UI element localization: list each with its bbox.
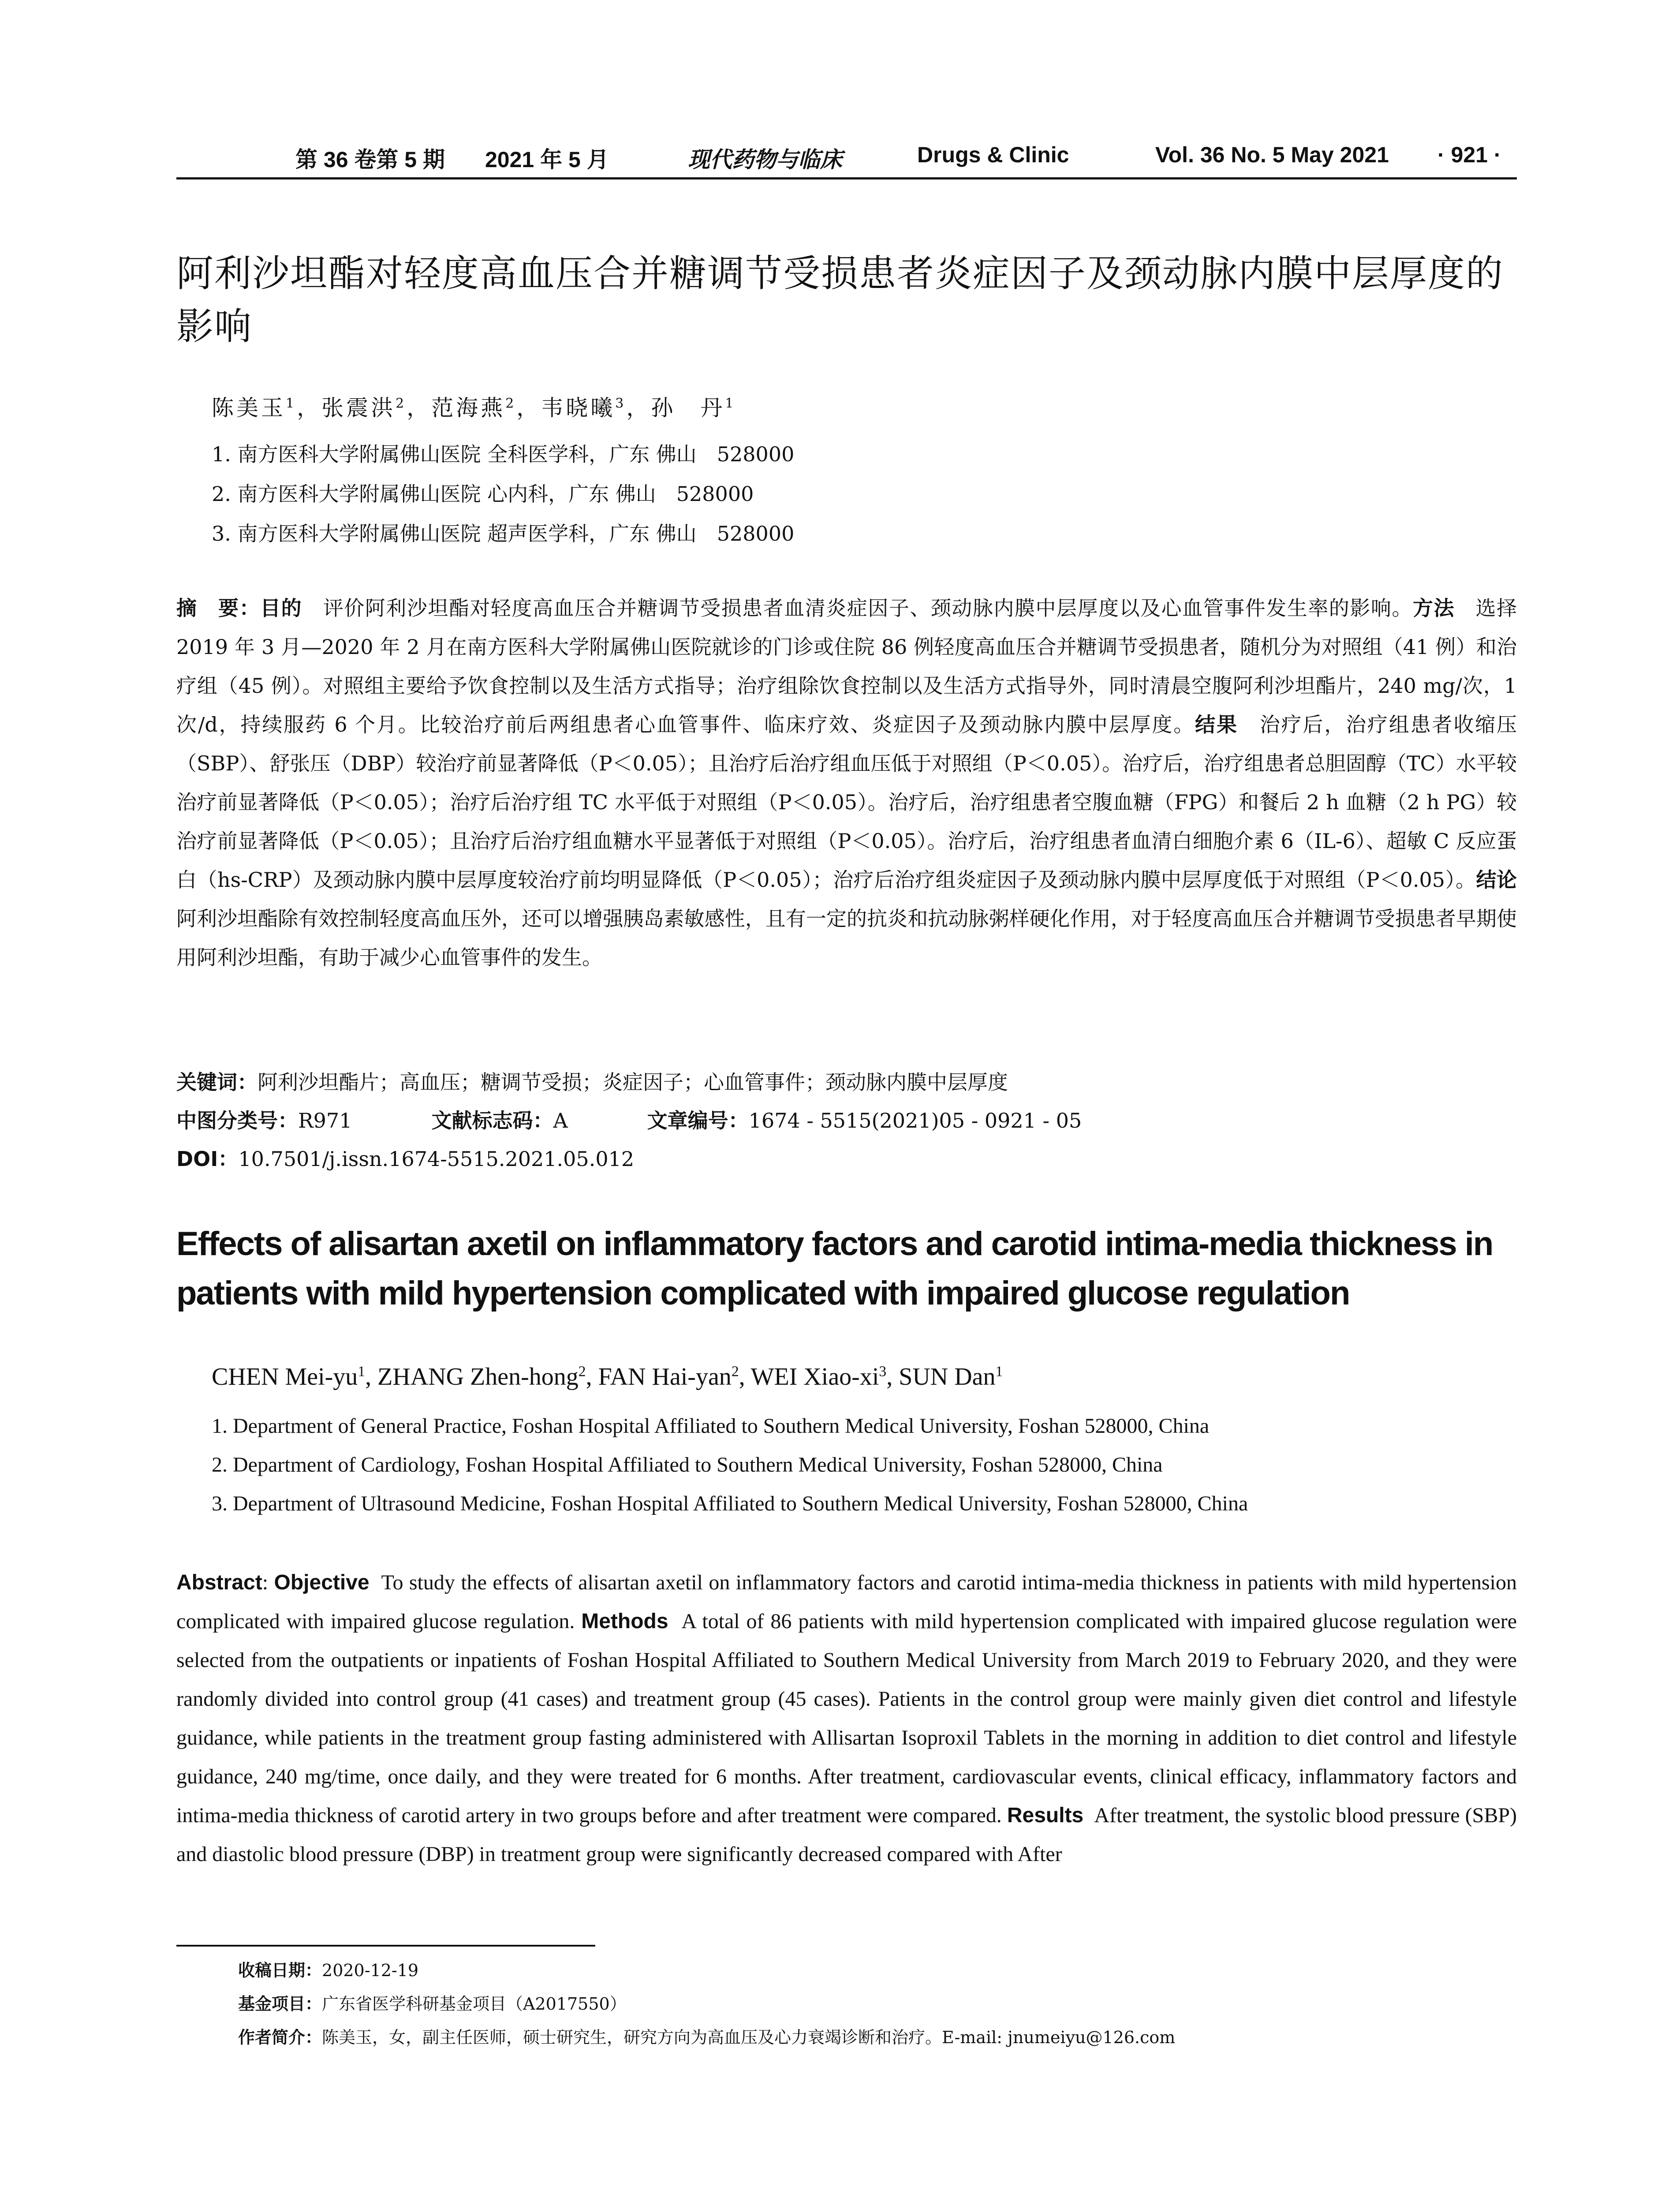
doi-value: 10.7501/j.issn.1674-5515.2021.05.012 <box>238 1147 635 1171</box>
abstract-cn <box>176 589 1517 977</box>
methods-en: A total of 86 patients with mild hypertension complicated with impaired glucose regulation were selected from the outpatients or inpatients of Foshan Hospital Affiliated to Southern Medical University from March 2019 to February 2020, and they were randomly divided into control group (41 cases) and treatment group (45 cases). Patients in the control group were mainly given diet control and lifestyle guidance, while patients in the treatment group fasting administered with Allisartan Isoproxil Tablets in the morning in addition to diet control and lifestyle guidance, 240 mg/time, once daily, and they were treated for 6 months. After treatment, cardiovascular events, clinical efficacy, inflammatory factors and intima-media thickness of carotid artery in two groups before and after treatment were compared. <box>176 1610 1517 1827</box>
abstract-cn-label: 摘 要： <box>176 596 261 620</box>
footnote-rule <box>176 1945 595 1947</box>
author-cn: 孙 丹$^1$ <box>651 395 736 421</box>
affiliations-cn <box>212 434 794 553</box>
affiliation-cn: 1. 南方医科大学附属佛山医院 全科医学科，广东 佛山 528000 <box>212 442 795 466</box>
author-en: CHEN Mei-$yu^1$ <box>212 1363 366 1390</box>
results-en-label: Results <box>1007 1804 1084 1827</box>
footnotes <box>238 1954 1175 2054</box>
affiliation-en: 2. Department of Cardiology, Foshan Hospital Affiliated to Southern Medical University, Foshan 528000, China <box>212 1453 1163 1476</box>
keywords-cn-label: 关键词： <box>176 1070 258 1094</box>
header-page-number: · 921 · <box>1437 142 1501 167</box>
author-en: WEI Xiao-$xi^3$ <box>750 1363 887 1390</box>
objective-en: To study the effects of alisartan axetil on inflammatory factors and carotid intima-media thickness in patients with mild hypertension complicated with impaired glucose regulation. <box>176 1571 1517 1633</box>
author-en: SUN Dan$^1$ <box>899 1363 1003 1390</box>
author-cn: 韦晓曦$^3$ <box>541 395 627 421</box>
affiliation-cn: 3. 南方医科大学附属佛山医院 超声医学科，广东 佛山 528000 <box>212 522 795 546</box>
keywords-cn-value: 阿利沙坦酯片；高血压；糖调节受损；炎症因子；心血管事件；颈动脉内膜中层厚度 <box>258 1070 1008 1094</box>
running-header <box>176 142 1517 177</box>
results-cn: 治疗后，治疗组患者收缩压（SBP）、舒张压（DBP）较治疗前显著降低（P＜0.05）；且治疗后治疗组血压低于对照组（P＜0.05）。治疗后，治疗组患者总胆固醇（TC）水平较治疗前显著降低（P＜0.05）；治疗后治疗组 TC 水平低于对照组（P＜0.05）。治疗后，治疗组患者空腹血糖（FPG）和餐后 2 h 血糖（2 h PG）较治疗前显著降低（P＜0.05）；且治疗后治疗组血糖水平显著低于对照组（P＜0.05）。治疗后，治疗组患者血清白细胞介素 6（IL-6）、超敏 C 反应蛋白（hs-CRP）及颈动脉内膜中层厚度较治疗前均明显降低（P＜0.05）；治疗后治疗组炎症因子及颈动脉内膜中层厚度低于对照组（P＜0.05）。 <box>176 713 1517 892</box>
received-date: 收稿日期：2020-12-19 <box>238 1961 419 1980</box>
author-en: ZHANG Zhen-hong$^2$ <box>377 1363 586 1390</box>
affiliations-en <box>212 1407 1248 1523</box>
title-en: Effects of alisartan axetil on inflammatory factors and carotid intima-media thickness in patients with mild hypertension complicated with impaired glucose regulation <box>176 1225 1493 1312</box>
affiliation-cn: 2. 南方医科大学附属佛山医院 心内科，广东 佛山 528000 <box>212 482 754 506</box>
doi-label: DOI： <box>176 1147 239 1171</box>
header-volume-en: Vol. 36 No. 5 May 2021 <box>1155 142 1389 167</box>
clc-value: R971 <box>298 1109 352 1132</box>
author-en: FAN Hai-yan$^2$ <box>598 1363 739 1390</box>
header-journal-cn: 现代药物与临床 <box>688 146 842 172</box>
affiliation-en: 1. Department of General Practice, Foshan Hospital Affiliated to Southern Medical University, Foshan 528000, China <box>212 1414 1210 1438</box>
title-cn: 阿利沙坦酯对轻度高血压合并糖调节受损患者炎症因子及颈动脉内膜中层厚度的影响 <box>176 252 1504 348</box>
classification-line <box>176 1105 1082 1134</box>
results-en: After treatment, the systolic blood pressure (SBP) and diastolic blood pressure (DBP) in treatment group were significantly decreased compared with After <box>176 1804 1517 1866</box>
results-cn-label: 结果 <box>1195 713 1238 736</box>
fund-project: 基金项目：广东省医学科研基金项目（A2017550） <box>238 1994 627 2014</box>
doc-code-value: A <box>553 1109 568 1132</box>
authors-en: CHEN Mei-$yu^1$, ZHANG Zhen-hong$^2$, FAN Hai-yan$^2$, WEI Xiao-$xi^3$, SUN Dan$^1$ <box>212 1363 1003 1390</box>
author-cn: 张震洪$^2$ <box>321 395 407 421</box>
abstract-en: Abstract: Objective To study the effects of alisartan axetil on inflammatory factors and carotid intima-media thickness in patients with mild hypertension complicated with impaired glucose regulation. Methods A total of 86 patients with mild hypertension complicated with impaired glucose regulation were selected from the outpatients or inpatients of Foshan Hospital Affiliated to Southern Medical University from March 2019 to February 2020, and they were randomly divided into control group (41 cases) and treatment group (45 cases). Patients in the control group were mainly given diet control and lifestyle guidance, while patients in the treatment group fasting administered with Allisartan Isoproxil Tablets in the morning in addition to diet control and lifestyle guidance, 240 mg/time, once daily, and they were treated for 6 months. After treatment, cardiovascular events, clinical efficacy, inflammatory factors and intima-media thickness of carotid artery in two groups before and after treatment were compared. Results After treatment, the systolic blood pressure (SBP) and diastolic blood pressure (DBP) in treatment group were significantly decreased compared with After <box>176 1571 1517 1866</box>
objective-cn: 评价阿利沙坦酯对轻度高血压合并糖调节受损患者血清炎症因子、颈动脉内膜中层厚度以及心血管事件发生率的影响。 <box>323 596 1413 620</box>
clc-label: 中图分类号： <box>176 1109 298 1132</box>
header-volume-cn: 第 36 卷第 5 期 <box>295 147 445 172</box>
doi-line <box>176 1143 634 1172</box>
methods-cn-label: 方法 <box>1412 596 1455 620</box>
author-cn: 陈美玉$^1$ <box>212 395 297 421</box>
methods-en-label: Methods <box>581 1610 668 1633</box>
methods-cn: 选择 2019 年 3 月—2020 年 2 月在南方医科大学附属佛山医院就诊的门诊或住院 86 例轻度高血压合并糖调节受损患者，随机分为对照组（41 例）和治疗组（45 例）。对照组主要给予饮食控制以及生活方式指导；治疗组除饮食控制以及生活方式指导外，同时清晨空腹阿利沙坦酯片，240 mg/次，1 次/d，持续服药 6 个月。比较治疗前后两组患者心血管事件、临床疗效、炎症因子及颈动脉内膜中层厚度。 <box>176 596 1517 736</box>
header-journal-en: Drugs & Clinic <box>917 142 1069 167</box>
article-number-value: 1674 - 5515(2021)05 - 0921 - 05 <box>748 1109 1082 1132</box>
doc-code-label: 文献标志码： <box>431 1109 553 1132</box>
conclusion-cn: 阿利沙坦酯除有效控制轻度高血压外，还可以增强胰岛素敏感性，且有一定的抗炎和抗动脉粥样硬化作用，对于轻度高血压合并糖调节受损患者早期使用阿利沙坦酯，有助于减少心血管事件的发生。 <box>176 907 1517 969</box>
keywords-cn <box>176 1066 1008 1095</box>
authors-cn: 陈美玉$^1$，张震洪$^2$，范海燕$^2$，韦晓曦$^3$，孙 丹$^1$ <box>212 395 736 421</box>
affiliation-en: 3. Department of Ultrasound Medicine, Foshan Hospital Affiliated to Southern Medical University, Foshan 528000, China <box>212 1492 1248 1515</box>
article-number-label: 文章编号： <box>647 1109 749 1132</box>
header-date-cn: 2021 年 5 月 <box>485 147 609 172</box>
objective-cn-label: 目的 <box>260 596 302 620</box>
author-bio: 作者简介：陈美玉，女，副主任医师，硕士研究生，研究方向为高血压及心力衰竭诊断和治疗。E-mail: jnumeiyu@126.com <box>238 2028 1176 2047</box>
objective-en-label: Objective <box>274 1571 370 1594</box>
author-cn: 范海燕$^2$ <box>431 395 517 421</box>
abstract-en-label: Abstract <box>176 1571 262 1594</box>
header-rule <box>176 177 1517 179</box>
conclusion-cn-label: 结论 <box>1476 868 1517 892</box>
